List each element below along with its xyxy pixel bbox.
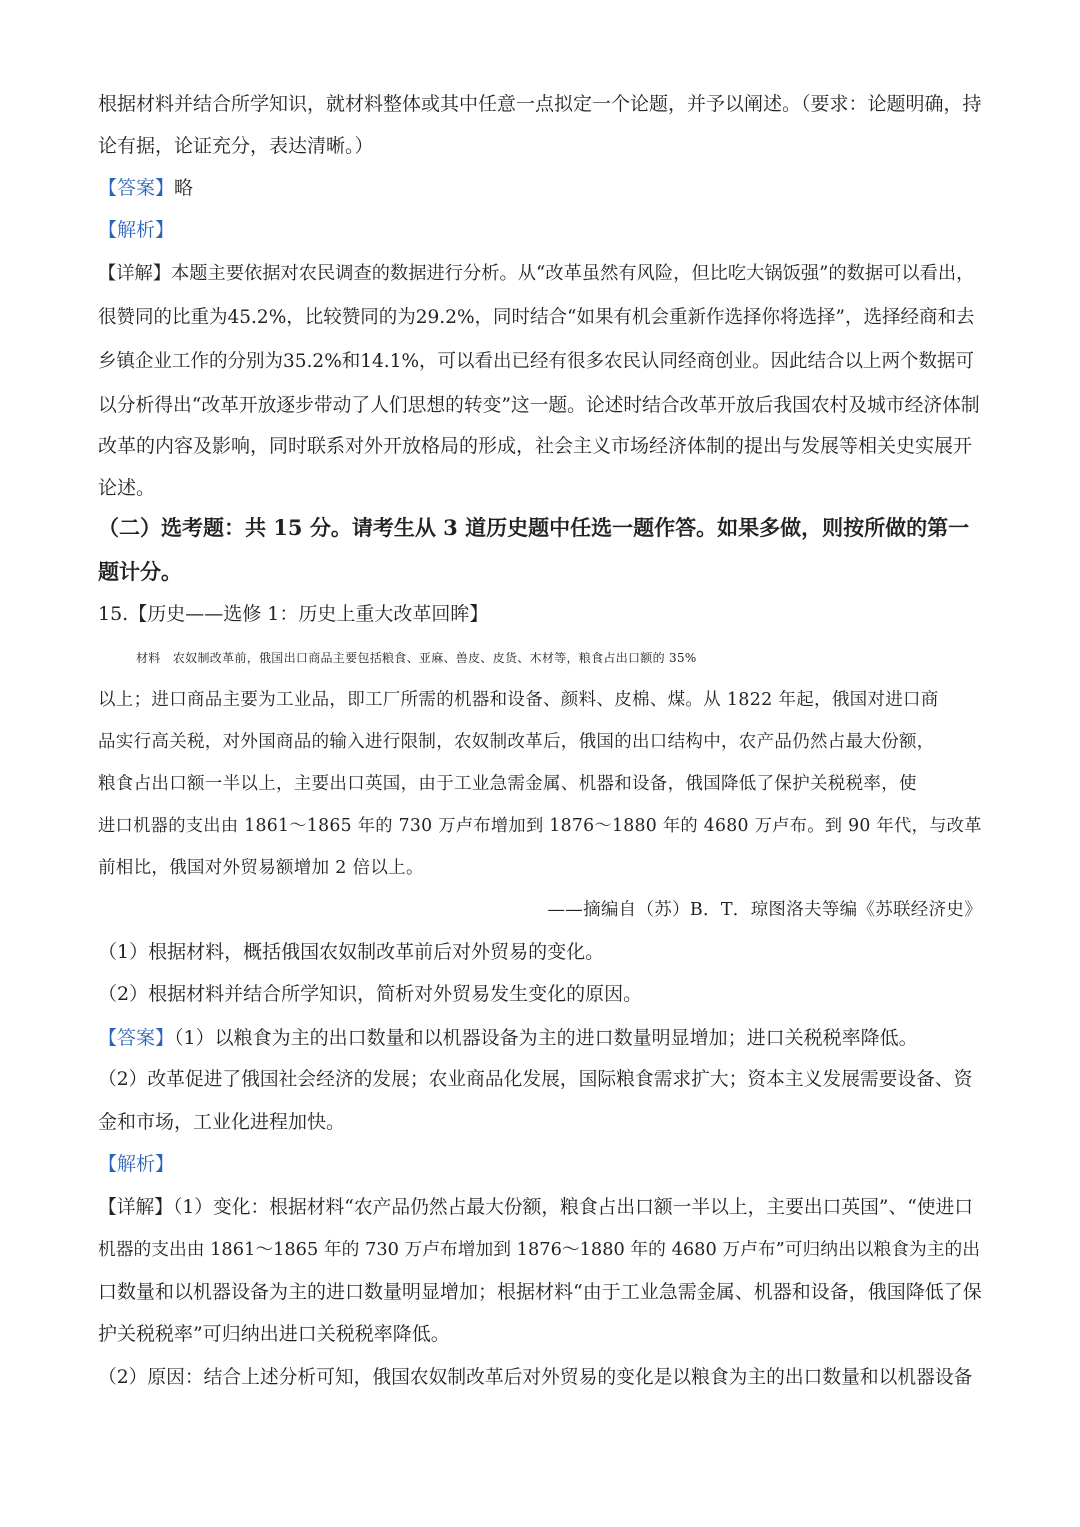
- answer-14: [98, 166, 982, 210]
- material-line-2: 以上；进口商品主要为工业品，即工厂所需的机器和设备、颜料、皮棉、煤。从 1822 年起，俄国对进口商: [98, 690, 939, 710]
- question-15-title: 15.【历史——选修 1：历史上重大改革回眸】: [98, 603, 489, 625]
- detail-tag: 【详解】: [98, 1197, 173, 1218]
- material-line-5: 进口机器的支出由 1861～1865 年的 730 万卢布增加到 1876～1880 年的 4680 万卢布。到 90 年代，与改革: [98, 816, 982, 836]
- detail-tag: 【详解】: [98, 263, 171, 284]
- detail-14-line-5: 改革的内容及影响，同时联系对外开放格局的形成，社会主义市场经济体制的提出与发展等相关史实展开: [98, 435, 973, 457]
- intro-line-2: 论有据，论证充分，表达清晰。）: [98, 135, 374, 157]
- intro-line-1: 根据材料并结合所学知识，就材料整体或其中任意一点拟定一个论题，并予以阐述。（要求：论题明确，持: [98, 93, 982, 115]
- analysis-tag-15: 【解析】: [98, 1153, 175, 1175]
- detail-15-line-3: 口数量和以机器设备为主的进口数量明显增加；根据材料“由于工业急需金属、机器和设备，俄国降低了保: [98, 1281, 982, 1303]
- detail-15-line-2: 机器的支出由 1861～1865 年的 730 万卢布增加到 1876～1880 年的 4680 万卢布”可归纳出以粮食为主的出: [98, 1240, 980, 1260]
- answer-15-line-2: （2）改革促进了俄国社会经济的发展；农业商品化发展，国际粮食需求扩大；资本主义发展需要设备、资: [98, 1069, 973, 1090]
- detail-14-line-1: 【详解】本题主要依据对农民调查的数据进行分析。从“改革虽然有风险，但比吃大锅饭强”的数据可以看出，: [98, 263, 975, 284]
- sub-question-2: （2）根据材料并结合所学知识，简析对外贸易发生变化的原因。: [98, 983, 643, 1005]
- material-source: ——摘编自（苏）B．T．琼图洛夫等编《苏联经济史》: [547, 900, 982, 920]
- answer-15-line-3: 金和市场，工业化进程加快。: [98, 1111, 346, 1133]
- material-line-3: 品实行高关税，对外国商品的输入进行限制，农奴制改革后，俄国的出口结构中，农产品仍然占最大份额，: [98, 732, 935, 752]
- answer-tag: 【答案】: [98, 177, 175, 199]
- detail-15-line-4: 护关税税率”可归纳出进口关税税率降低。: [98, 1323, 450, 1345]
- material-line-1: 材料 农奴制改革前，俄国出口商品主要包括粮食、亚麻、兽皮、皮货、木材等，粮食占出口额的 35%: [136, 651, 697, 665]
- answer-text: 略: [174, 177, 194, 199]
- section-heading-line-1: （二）选考题：共 15 分。请考生从 3 道历史题中任选一题作答。如果多做，则按所做的第一: [98, 515, 970, 540]
- detail-14-line-4: 以分析得出“改革开放逐步带动了人们思想的转变”这一题。论述时结合改革开放后我国农村及城市经济体制: [98, 395, 980, 416]
- detail-14-line-2: 很赞同的比重为45.2%，比较赞同的为29.2%，同时结合“如果有机会重新作选择你将选择”，选择经商和去: [98, 307, 975, 328]
- material-line-4: 粮食占出口额一半以上，主要出口英国，由于工业急需金属、机器和设备，俄国降低了保护关税税率，使: [98, 774, 917, 794]
- material-line-6: 前相比，俄国对外贸易额增加 2 倍以上。: [98, 858, 424, 878]
- detail-14-line-6: 论述。: [98, 477, 156, 499]
- sub-question-1: （1）根据材料，概括俄国农奴制改革前后对外贸易的变化。: [98, 941, 605, 963]
- detail-15-line-1: 【详解】（1）变化：根据材料“农产品仍然占最大份额，粮食占出口额一半以上，主要出口英国”、“使进口: [98, 1197, 974, 1218]
- section-heading-line-2: 题计分。: [98, 559, 182, 584]
- detail-14-line-3: 乡镇企业工作的分别为35.2%和14.1%，可以看出已经有很多农民认同经商创业。因此结合以上两个数据可: [98, 351, 975, 372]
- detail-15-line-5: （2）原因：结合上述分析可知，俄国农奴制改革后对外贸易的变化是以粮食为主的出口数量和以机器设备: [98, 1367, 973, 1388]
- analysis-tag-14: 【解析】: [98, 219, 175, 241]
- answer-15-line-1: 【答案】（1）以粮食为主的出口数量和以机器设备为主的进口数量明显增加；进口关税税率降低。: [98, 1027, 918, 1049]
- answer-tag: 【答案】: [98, 1027, 175, 1049]
